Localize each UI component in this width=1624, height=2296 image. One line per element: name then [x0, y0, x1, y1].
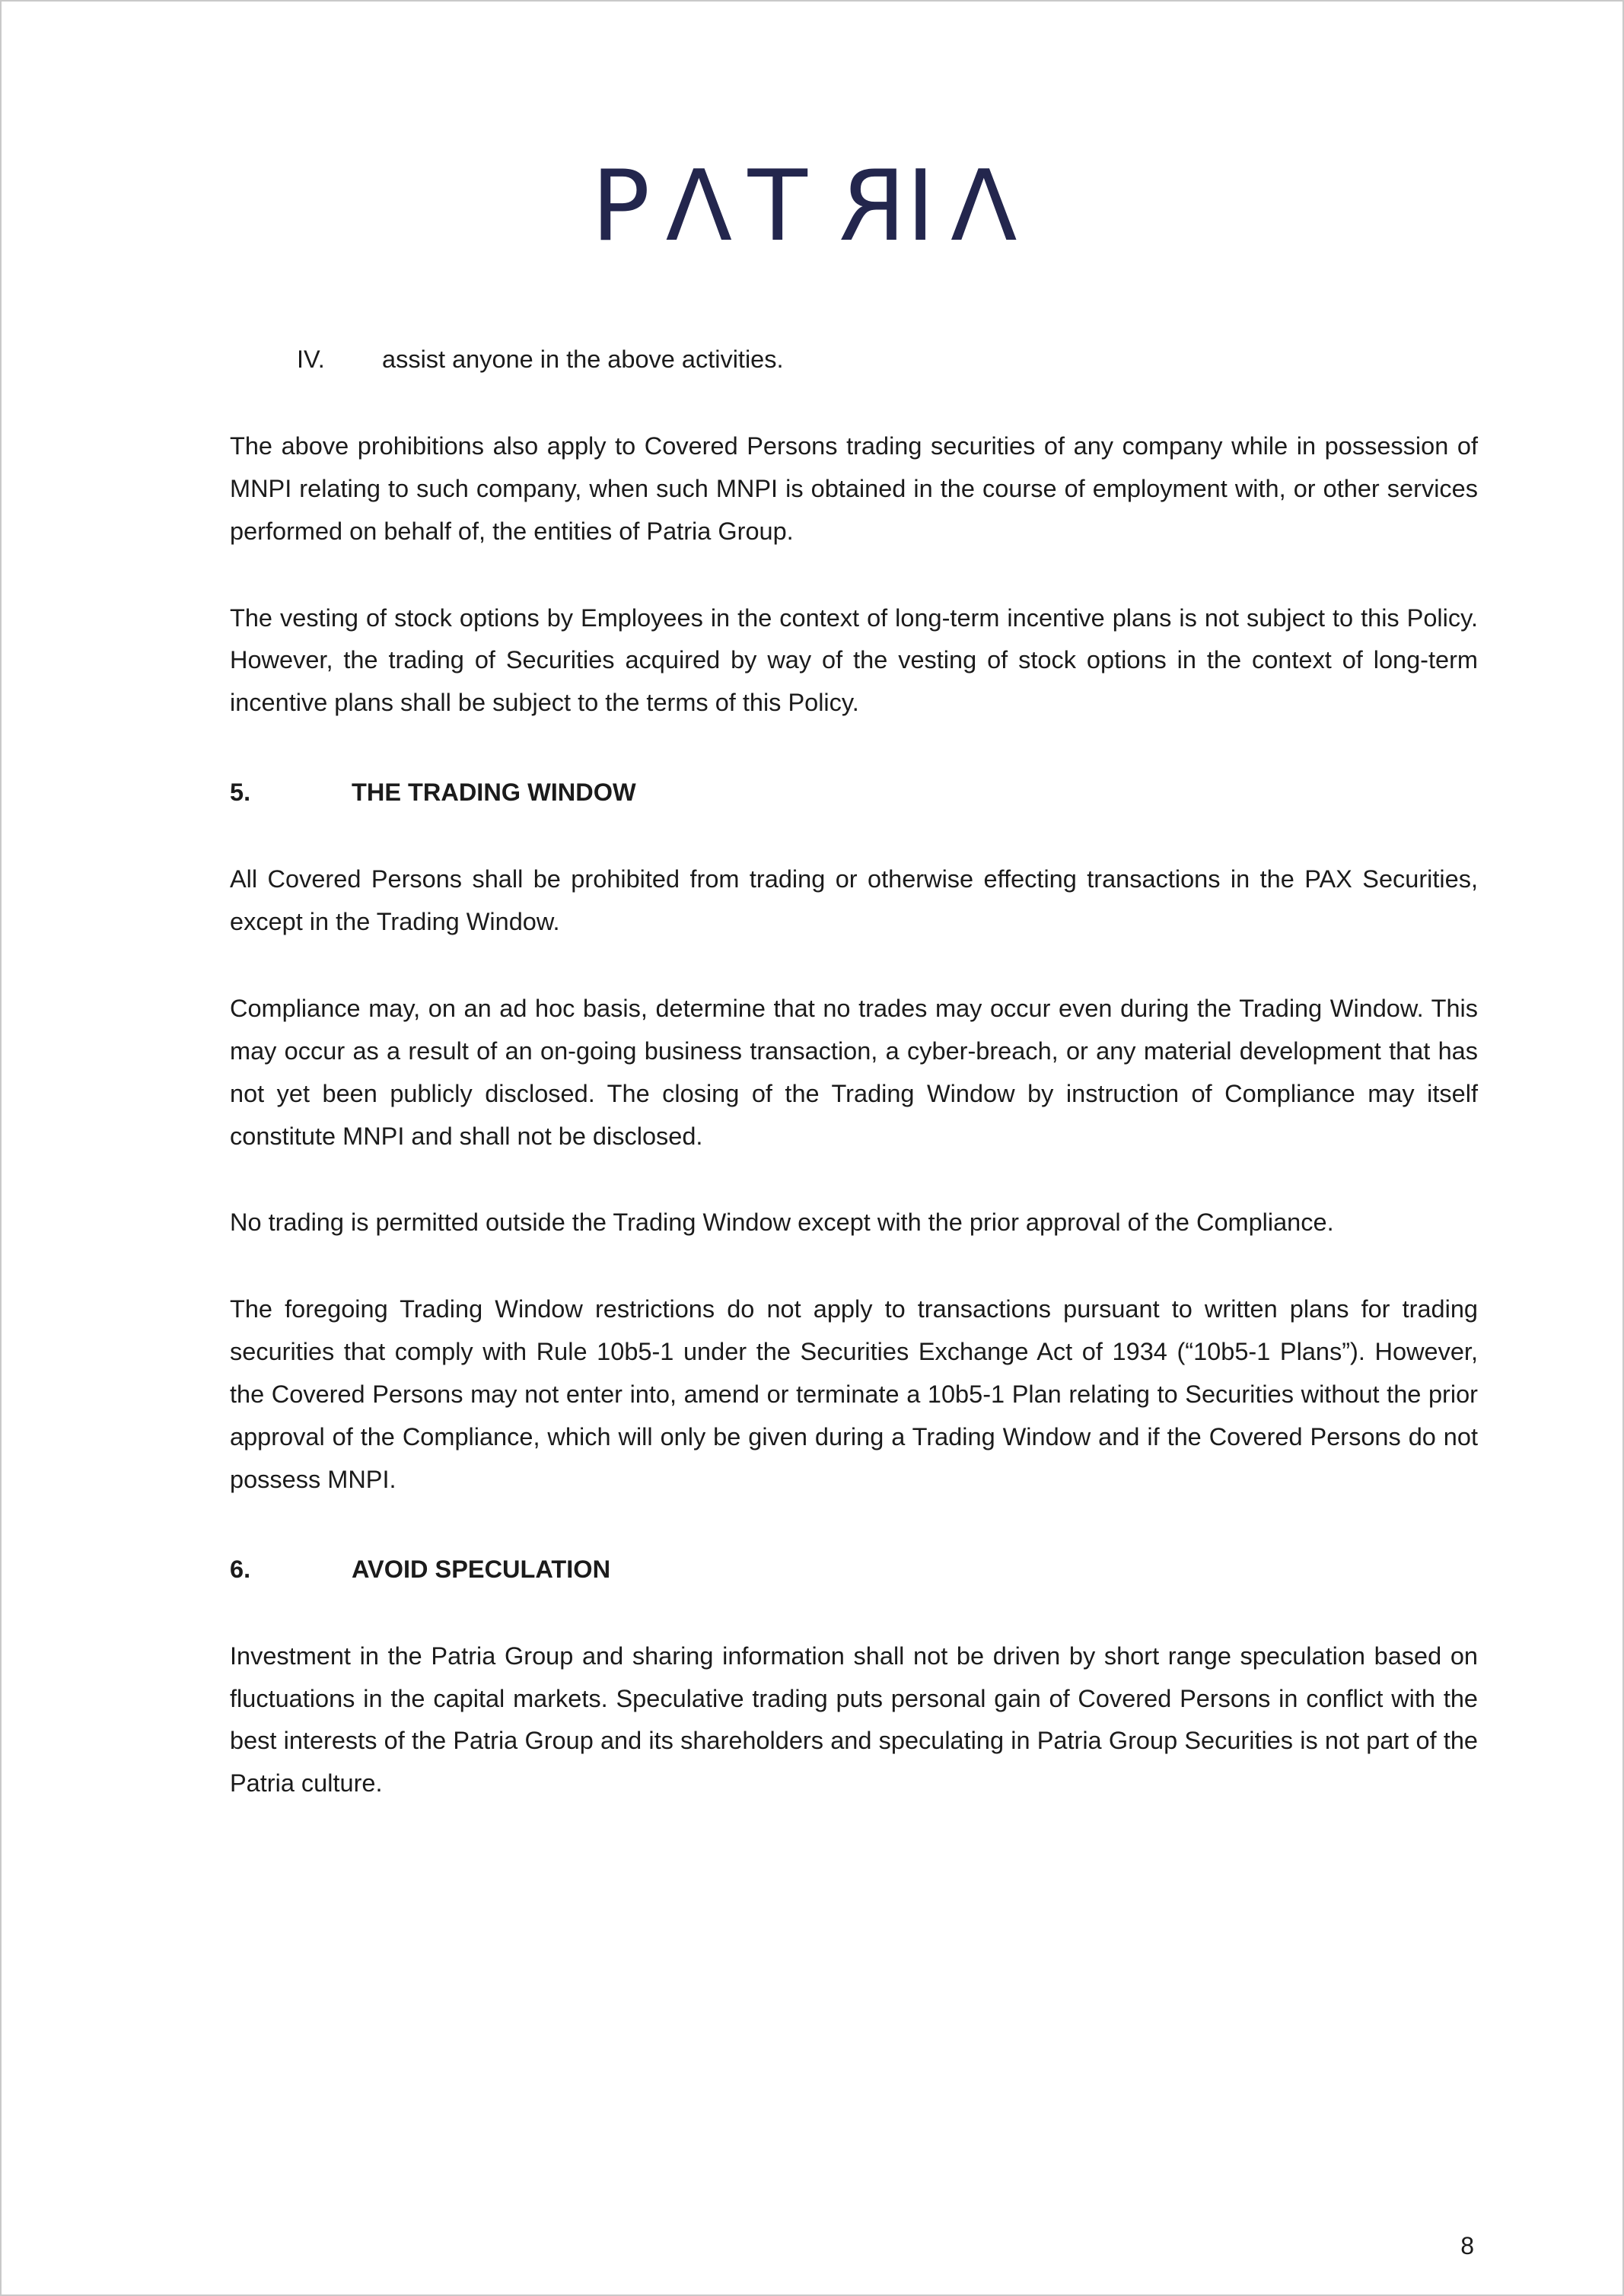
document-body — [230, 339, 1478, 1805]
section-title: THE TRADING WINDOW — [352, 779, 636, 807]
section-title: AVOID SPECULATION — [352, 1555, 611, 1583]
section-heading-avoid-speculation — [230, 1549, 1478, 1591]
list-item-iv — [230, 339, 1478, 381]
paragraph-prohibitions: The above prohibitions also apply to Covered Persons trading securities of any company while in possession of MNPI relating to such company, when such MNPI is obtained in the course of employment with, or other services performed on behalf of, the entities of Patria Group. — [230, 431, 1478, 545]
paragraph-compliance-adhoc: Compliance may, on an ad hoc basis, determine that no trades may occur even during the Trading Window. This may occur as a result of an on-going business transaction, a cyber-breach, or any material development that has not yet been publicly disclosed. The closing of the Trading Window by instruction of Compliance may itself constitute MNPI and shall not be disclosed. — [230, 994, 1478, 1150]
page-number: 8 — [1460, 2232, 1474, 2259]
logo-text-right: IΛ — [906, 150, 1033, 263]
paragraph-no-trading-outside-window: No trading is permitted outside the Trading Window except with the prior approval of the Compliance. — [230, 1209, 1334, 1237]
paragraph-trading-prohibited: All Covered Persons shall be prohibited from trading or otherwise effecting transactions in the PAX Securities, except in the Trading Window. — [230, 865, 1478, 936]
page-header — [2, 2, 1622, 263]
paragraph-vesting: The vesting of stock options by Employees in the context of long-term incentive plans is not subject to this Policy. However, the trading of Securities acquired by way of the vesting of stock options in the context of long-term incentive plans shall be subject to the terms of this Policy. — [230, 603, 1478, 717]
section-number: 5. — [230, 779, 251, 807]
patria-logo — [591, 150, 1033, 263]
list-item-text: assist anyone in the above activities. — [382, 346, 784, 373]
logo-text-left: PΛT — [591, 150, 823, 263]
paragraph-10b5-1-plans: The foregoing Trading Window restrictions do not apply to transactions pursuant to written plans for trading securities that comply with Rule 10b5-1 under the Securities Exchange Act of 1934 (“10b5-1 Plans”). However, the Covered Persons may not enter into, amend or terminate a 10b5-1 Plan relating to Securities without the prior approval of the Compliance, which will only be given during a Trading Window and if the Covered Persons do not possess MNPI. — [230, 1295, 1478, 1493]
logo-letter-r-mirrored: R — [823, 150, 906, 263]
section-number: 6. — [230, 1555, 251, 1583]
section-heading-trading-window — [230, 772, 1478, 814]
list-item-marker: IV. — [297, 346, 325, 373]
paragraph-speculation: Investment in the Patria Group and sharing information shall not be driven by short range speculation based on fluctuations in the capital markets. Speculative trading puts personal gain of Covered Persons in conflict with the best interests of the Patria Group and its shareholders and speculating in Patria Group Securities is not part of the Patria culture. — [230, 1642, 1478, 1798]
